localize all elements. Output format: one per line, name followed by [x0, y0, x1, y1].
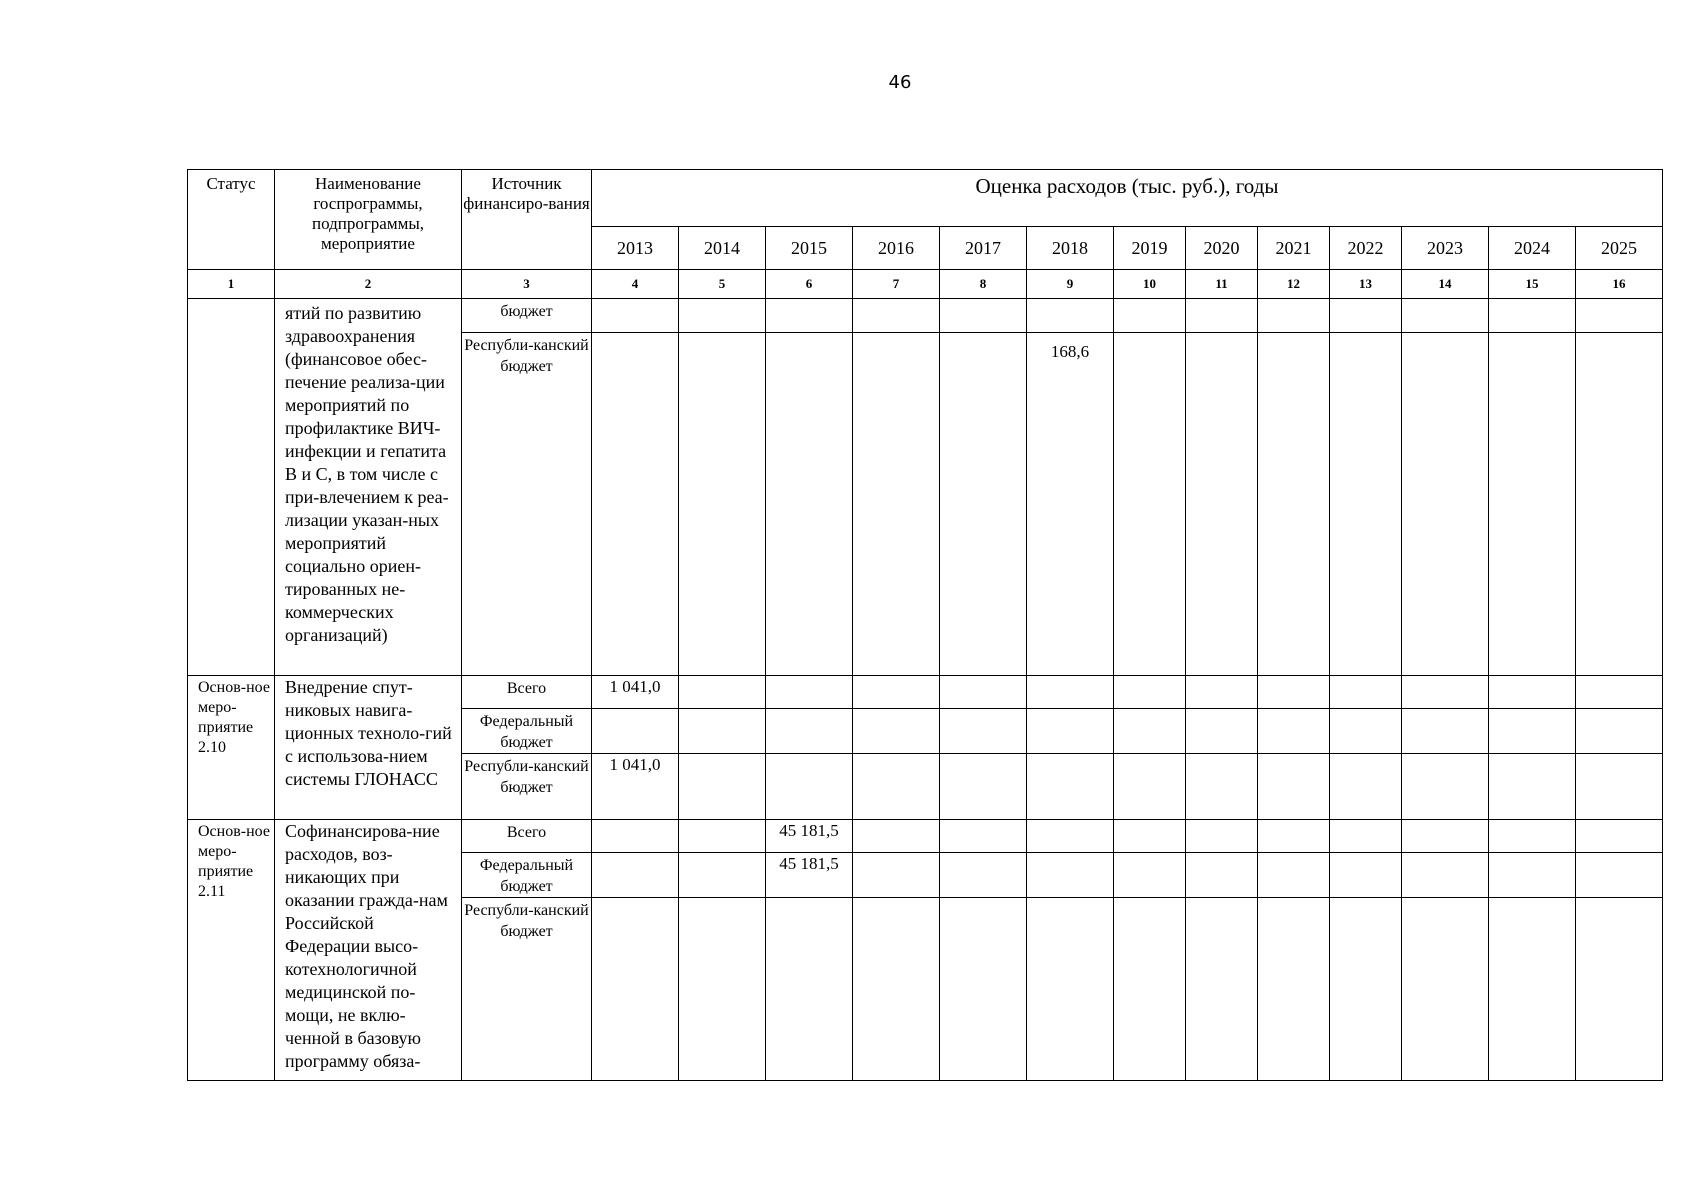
value-cell	[1402, 333, 1489, 676]
value-cell	[679, 820, 766, 853]
value-cell	[1258, 676, 1330, 709]
value-cell	[1330, 754, 1402, 820]
value-cell	[1576, 299, 1663, 333]
value-cell	[592, 709, 679, 754]
year-2018: 2018	[1027, 227, 1114, 270]
value-cell	[766, 333, 853, 676]
value-cell	[1027, 820, 1114, 853]
value-cell	[1489, 898, 1576, 1081]
year-2017: 2017	[940, 227, 1027, 270]
value-republic-2018: 168,6	[1027, 333, 1114, 676]
value-cell	[1576, 853, 1663, 898]
value-republic-2013: 1 041,0	[592, 754, 679, 820]
source-federal-budget: Федеральный бюджет	[462, 853, 592, 898]
value-cell	[1489, 853, 1576, 898]
status-2-10: Основ-ное меро-приятие 2.10	[188, 676, 275, 820]
value-cell	[1489, 299, 1576, 333]
header-costs: Оценка расходов (тыс. руб.), годы	[592, 170, 1663, 227]
status-2-11: Основ-ное меро-приятие 2.11	[188, 820, 275, 1081]
year-2015: 2015	[766, 227, 853, 270]
value-cell	[1330, 853, 1402, 898]
value-cell	[679, 676, 766, 709]
value-cell	[1402, 709, 1489, 754]
value-cell	[1402, 898, 1489, 1081]
value-cell	[1186, 820, 1258, 853]
value-cell	[1186, 333, 1258, 676]
value-cell	[940, 299, 1027, 333]
col-number-13: 13	[1330, 270, 1402, 299]
value-cell	[1330, 709, 1402, 754]
value-cell	[1489, 709, 1576, 754]
value-cell	[592, 299, 679, 333]
value-cell	[853, 754, 940, 820]
year-2023: 2023	[1402, 227, 1489, 270]
value-cell	[1114, 676, 1186, 709]
value-cell	[853, 853, 940, 898]
value-cell	[853, 709, 940, 754]
measure-name: ятий по развитию здравоохранения (финансовое обес-печение реализа-ции мероприятий по профилактике ВИЧ-инфекции и гепатита В и С, в том числе с при-влечением к реа-лизации указан-ных мероприятий социально ориен-тированных не-коммерческих организаций)	[275, 299, 462, 676]
value-cell	[940, 754, 1027, 820]
source-republic-budget: Республи-канский бюджет	[462, 898, 592, 1081]
value-cell	[1027, 299, 1114, 333]
page-number: 46	[888, 72, 912, 93]
value-cell	[679, 333, 766, 676]
value-cell	[1576, 820, 1663, 853]
value-cell	[1330, 299, 1402, 333]
year-2020: 2020	[1186, 227, 1258, 270]
value-cell	[940, 333, 1027, 676]
value-cell	[1489, 820, 1576, 853]
year-2016: 2016	[853, 227, 940, 270]
value-cell	[1489, 333, 1576, 676]
year-2025: 2025	[1576, 227, 1663, 270]
value-cell	[679, 898, 766, 1081]
value-cell	[1114, 754, 1186, 820]
source-federal-budget: Федеральный бюджет	[462, 709, 592, 754]
year-2019: 2019	[1114, 227, 1186, 270]
value-cell	[1576, 709, 1663, 754]
header-name: Наименование госпрограммы, подпрограммы, мероприятие	[275, 170, 462, 270]
value-cell	[1114, 333, 1186, 676]
header-source: Источник финансиро-вания	[462, 170, 592, 270]
value-cell	[1186, 754, 1258, 820]
value-cell	[1258, 898, 1330, 1081]
col-number-16: 16	[1576, 270, 1663, 299]
value-cell	[1027, 898, 1114, 1081]
year-2024: 2024	[1489, 227, 1576, 270]
value-cell	[1186, 898, 1258, 1081]
value-cell	[766, 676, 853, 709]
value-cell	[940, 676, 1027, 709]
value-cell	[1258, 333, 1330, 676]
value-cell	[1576, 676, 1663, 709]
status-cell	[188, 299, 275, 676]
measure-name-2-11: Софинансирова-ние расходов, воз-никающих при оказании гражда-нам Российской Федерации высо-котехнологичной медицинской по-мощи, не вклю-ченной в базовую программу обяза-	[275, 820, 462, 1081]
value-cell	[1489, 754, 1576, 820]
header-status: Статус	[188, 170, 275, 270]
value-cell	[1027, 709, 1114, 754]
value-cell	[592, 333, 679, 676]
value-cell	[679, 299, 766, 333]
value-cell	[940, 853, 1027, 898]
col-number-3: 3	[462, 270, 592, 299]
value-cell	[1186, 853, 1258, 898]
year-2014: 2014	[679, 227, 766, 270]
value-cell	[1330, 676, 1402, 709]
col-number-11: 11	[1186, 270, 1258, 299]
value-cell	[853, 333, 940, 676]
value-cell	[940, 898, 1027, 1081]
value-cell	[1027, 676, 1114, 709]
value-cell	[1114, 299, 1186, 333]
value-cell	[1258, 754, 1330, 820]
col-number-12: 12	[1258, 270, 1330, 299]
source-republic-budget: Республи-канский бюджет	[462, 333, 592, 676]
value-cell	[766, 898, 853, 1081]
value-cell	[1186, 676, 1258, 709]
col-number-9: 9	[1027, 270, 1114, 299]
value-cell	[940, 820, 1027, 853]
value-federal-2015: 45 181,5	[766, 853, 853, 898]
source-total: Всего	[462, 820, 592, 853]
value-cell	[1330, 898, 1402, 1081]
col-number-7: 7	[853, 270, 940, 299]
col-number-4: 4	[592, 270, 679, 299]
value-cell	[1258, 820, 1330, 853]
year-2022: 2022	[1330, 227, 1402, 270]
value-cell	[679, 709, 766, 754]
col-number-15: 15	[1489, 270, 1576, 299]
value-cell	[1402, 299, 1489, 333]
value-cell	[1489, 676, 1576, 709]
value-cell	[592, 898, 679, 1081]
value-cell	[1402, 754, 1489, 820]
col-number-2: 2	[275, 270, 462, 299]
value-cell	[1114, 853, 1186, 898]
value-cell	[592, 853, 679, 898]
measure-name-2-10: Внедрение спут-никовых навига-ционных техноло-гий с использова-нием системы ГЛОНАСС	[275, 676, 462, 820]
value-cell	[853, 676, 940, 709]
value-cell	[1402, 820, 1489, 853]
value-cell	[1114, 709, 1186, 754]
source-total: Всего	[462, 676, 592, 709]
value-cell	[1576, 754, 1663, 820]
value-cell	[766, 754, 853, 820]
value-cell	[766, 299, 853, 333]
value-cell	[1330, 333, 1402, 676]
value-cell	[1186, 709, 1258, 754]
value-cell	[1576, 333, 1663, 676]
value-cell	[1114, 898, 1186, 1081]
value-cell	[940, 709, 1027, 754]
col-number-8: 8	[940, 270, 1027, 299]
source-budget: бюджет	[462, 299, 592, 333]
value-total-2015: 45 181,5	[766, 820, 853, 853]
value-cell	[679, 853, 766, 898]
col-number-6: 6	[766, 270, 853, 299]
value-cell	[1186, 299, 1258, 333]
budget-table	[187, 169, 1663, 1081]
col-number-14: 14	[1402, 270, 1489, 299]
value-cell	[853, 898, 940, 1081]
value-cell	[766, 709, 853, 754]
source-republic-budget: Республи-канский бюджет	[462, 754, 592, 820]
value-cell	[1576, 898, 1663, 1081]
col-number-1: 1	[188, 270, 275, 299]
value-cell	[592, 820, 679, 853]
year-2013: 2013	[592, 227, 679, 270]
value-cell	[1402, 676, 1489, 709]
col-number-5: 5	[679, 270, 766, 299]
value-cell	[1114, 820, 1186, 853]
col-number-10: 10	[1114, 270, 1186, 299]
value-cell	[853, 299, 940, 333]
value-cell	[1258, 853, 1330, 898]
value-cell	[1258, 299, 1330, 333]
year-2021: 2021	[1258, 227, 1330, 270]
value-cell	[1027, 853, 1114, 898]
value-cell	[1258, 709, 1330, 754]
value-cell	[853, 820, 940, 853]
value-cell	[1402, 853, 1489, 898]
value-cell	[1330, 820, 1402, 853]
value-cell	[679, 754, 766, 820]
value-total-2013: 1 041,0	[592, 676, 679, 709]
value-cell	[1027, 754, 1114, 820]
